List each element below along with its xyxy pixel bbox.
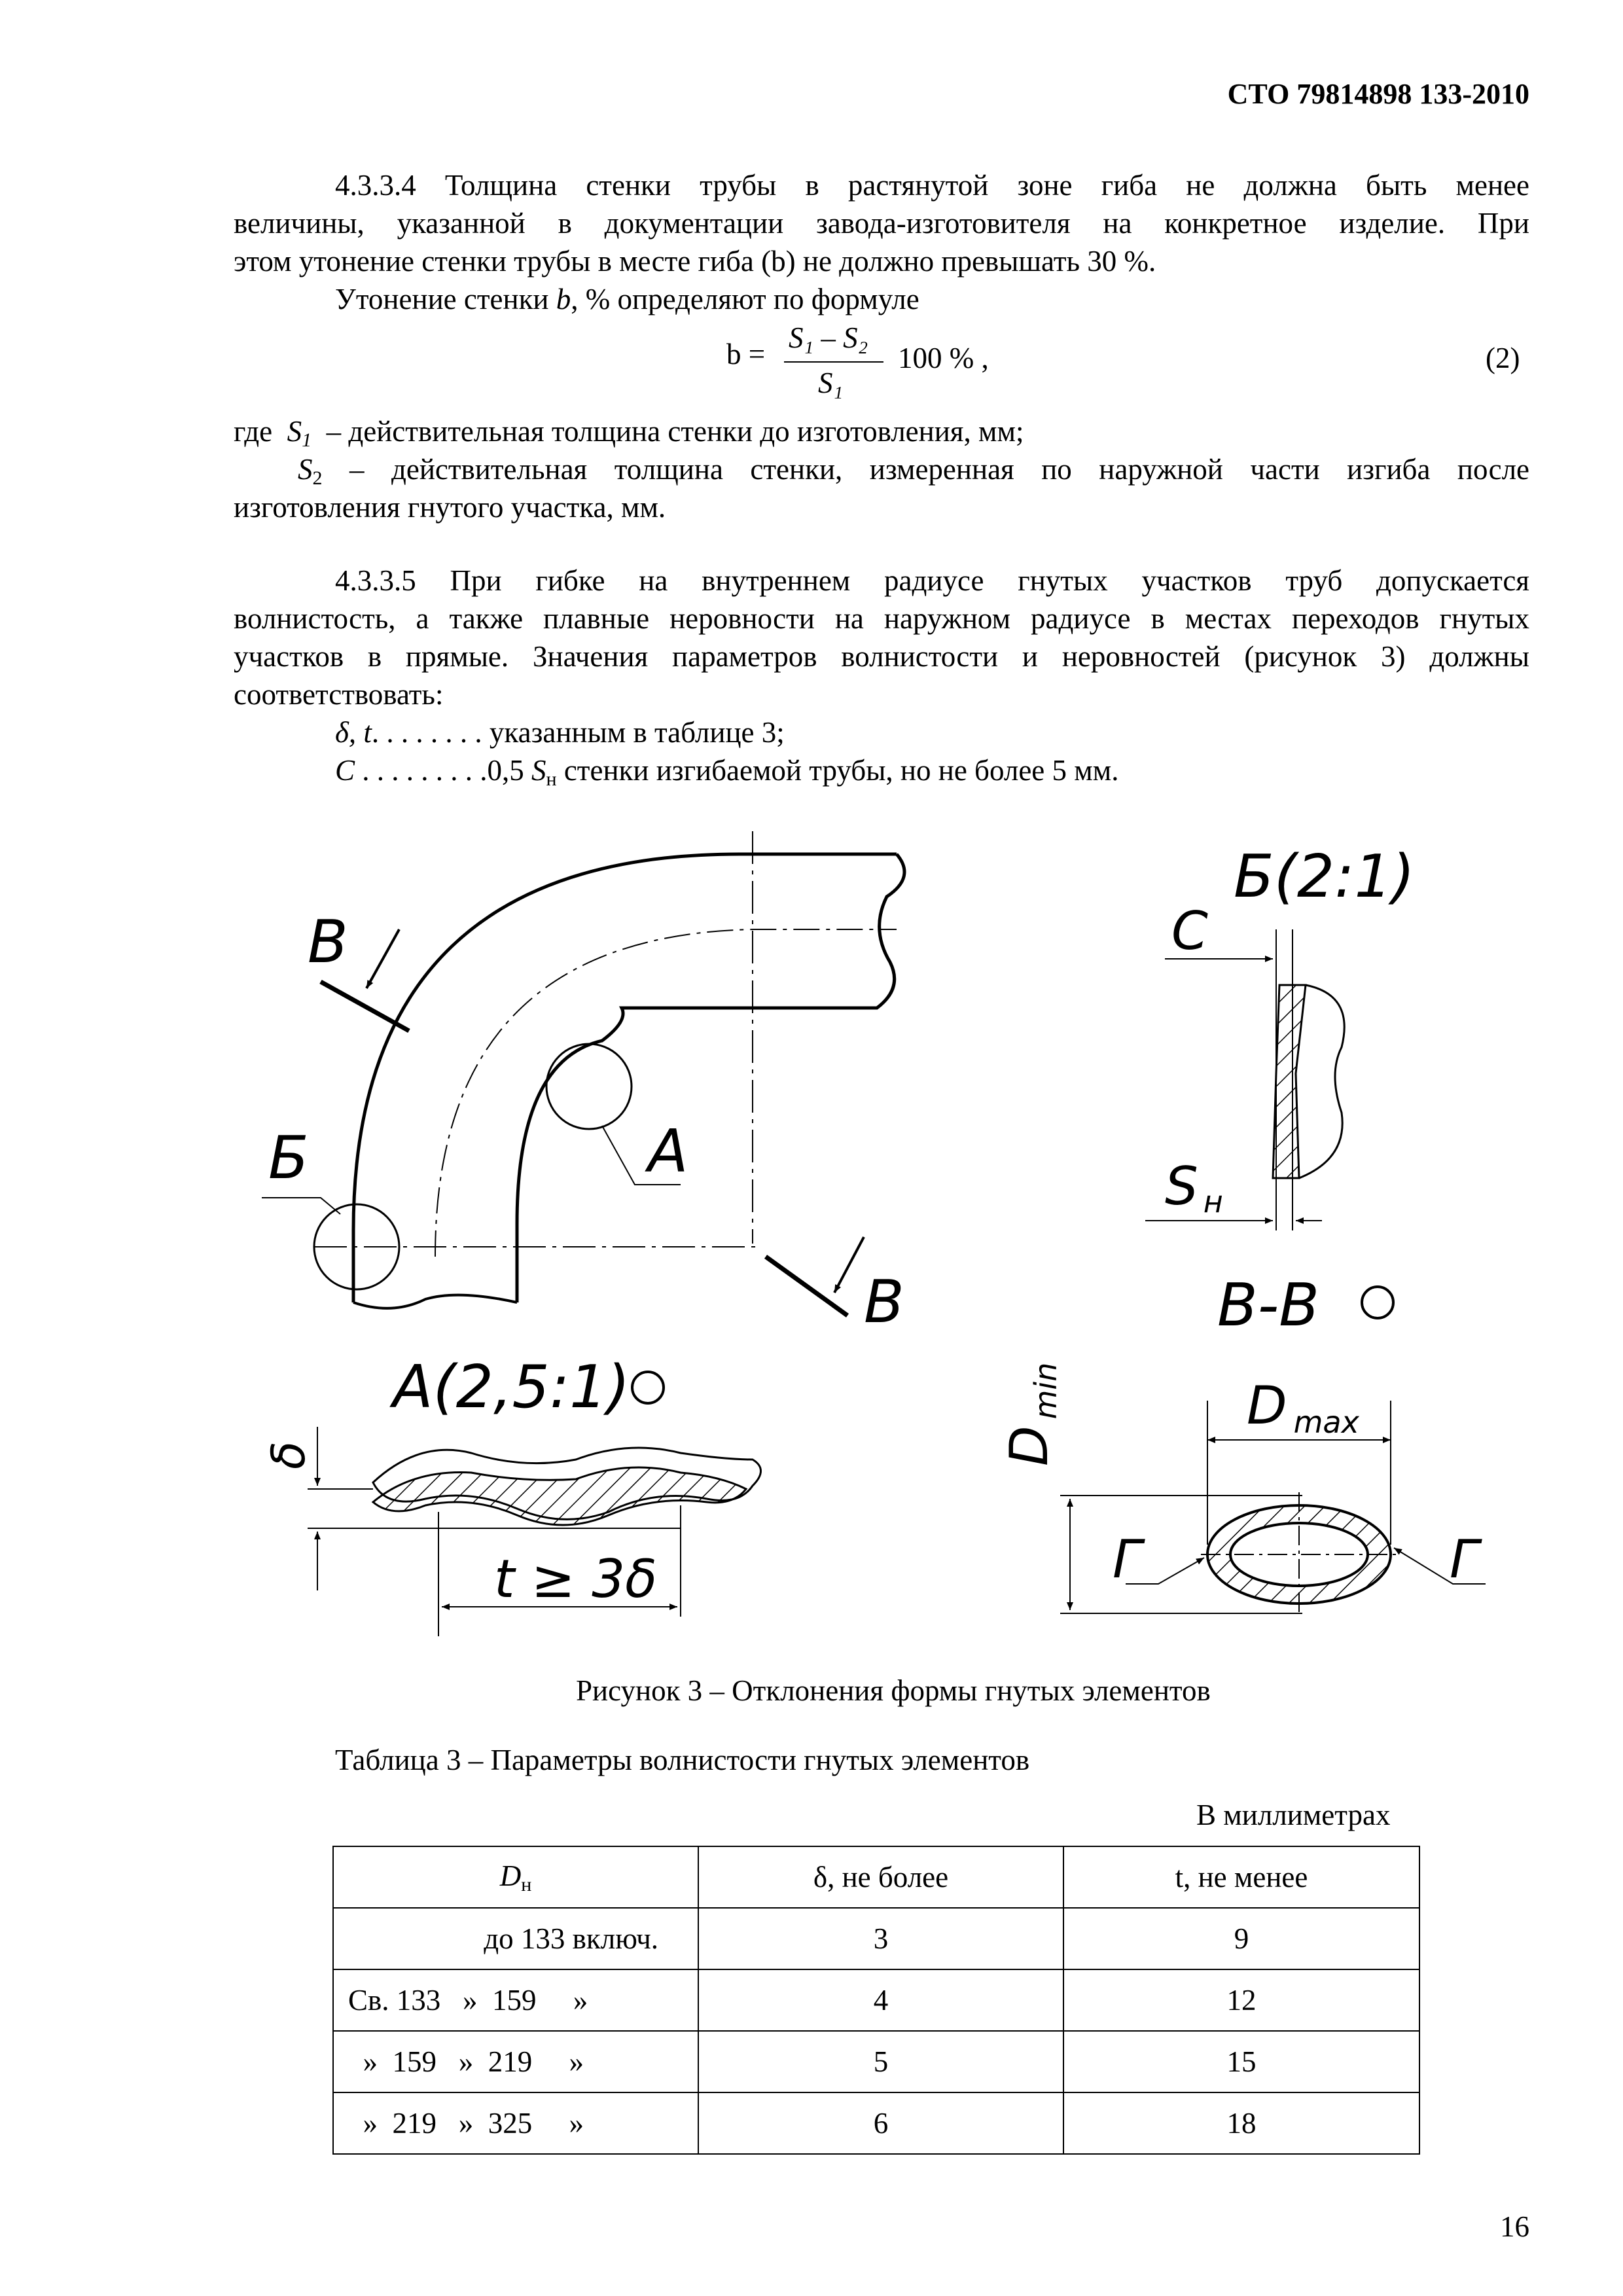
table-row — [333, 1969, 1419, 2031]
para-434-line-4: Утонение стенки b, % определяют по формуле — [335, 283, 919, 315]
table-row — [333, 2092, 1419, 2154]
detail-b-s-label: Sн — [1165, 1156, 1223, 1219]
label-v-bottom: В — [864, 1268, 904, 1336]
label-v-top: В — [308, 908, 348, 977]
page-number: 16 — [1500, 2210, 1529, 2243]
bent-pipe-view — [262, 831, 904, 1316]
header-cell-t: t, не менее — [1063, 1846, 1419, 1908]
table-cell: 15 — [1063, 2031, 1419, 2092]
section-title: В-В — [1217, 1271, 1319, 1340]
where-line-3: изготовления гнутого участка, мм. — [234, 491, 666, 524]
table-cell: Св. 133 » 159 » — [333, 1969, 698, 2031]
dmax-label: Dmax — [1247, 1375, 1359, 1440]
table-units: В миллиметрах — [1196, 1799, 1391, 1831]
para-435-line-1: 4.3.3.5 При гибке на внутреннем радиусе гнутых участков труб допускается — [335, 564, 1529, 597]
delta-label: δ — [262, 1441, 315, 1469]
g-label-left: Г — [1113, 1529, 1142, 1590]
table-3 — [332, 1846, 1420, 2155]
table-cell: 9 — [1063, 1908, 1419, 1969]
table-cell: 4 — [698, 1969, 1063, 2031]
g-label-right: Г — [1450, 1529, 1479, 1590]
table-cell: » 159 » 219 » — [333, 2031, 698, 2092]
para-435-line-3: участков в прямые. Значения параметров волнистости и неровностей (рисунок 3) должны — [234, 640, 1529, 673]
t-label: t ≥ 3δ — [494, 1549, 658, 1609]
para-435-line-4: соответствовать: — [234, 678, 444, 711]
list-item-c: C . . . . . . . . .0,5 $S_н$ стенки изгибаемой трубы, но не более 5 мм. — [335, 754, 1119, 790]
header-cell-d: $D_н$ — [333, 1846, 698, 1908]
table-row — [333, 1908, 1419, 1969]
label-b: Б — [268, 1124, 309, 1193]
formula-tail: 100 % , — [898, 342, 989, 374]
table-cell: » 219 » 325 » — [333, 2092, 698, 2154]
figure-caption: Рисунок 3 – Отклонения формы гнутых элементов — [576, 1674, 1211, 1707]
table-row — [333, 2031, 1419, 2092]
where-line-2: $S_2$ – действительная толщина стенки, измеренная по наружной части изгиба после — [298, 453, 1529, 489]
para-434-line-2: величины, указанной в документации завода-изготовителя на конкретное изделие. При — [234, 207, 1529, 240]
label-a: А — [648, 1117, 688, 1186]
formula-denominator: S₁ — [818, 367, 844, 399]
table-cell: 18 — [1063, 2092, 1419, 2154]
dmin-label: Dmin — [999, 1362, 1063, 1466]
table-title: Таблица 3 – Параметры волнистости гнутых элементов — [335, 1744, 1030, 1776]
formula-number: (2) — [1486, 342, 1520, 374]
where-line-1: где $S_1$ – действительная толщина стенки до изготовления, мм; — [234, 415, 1024, 451]
document-code: СТО 79814898 133-2010 — [1227, 78, 1529, 110]
table-cell: 5 — [698, 2031, 1063, 2092]
para-434-line-1: 4.3.3.4 Толщина стенки трубы в растянутой зоне гиба не должна быть менее — [335, 169, 1529, 202]
para-434-line-3: этом утонение стенки трубы в месте гиба (b) не должно превышать 30 %. — [234, 245, 1156, 278]
header-cell-delta: δ, не более — [698, 1846, 1063, 1908]
table-cell: 3 — [698, 1908, 1063, 1969]
rotated-symbol-icon — [632, 1372, 664, 1403]
table-cell: до 133 включ. — [333, 1908, 698, 1969]
table-header-row — [333, 1846, 1419, 1908]
formula-lhs: b = — [726, 338, 766, 370]
detail-a-title: А(2,5:1) — [393, 1353, 630, 1422]
table-cell: 12 — [1063, 1969, 1419, 2031]
detail-b-title: Б(2:1) — [1234, 842, 1415, 911]
para-435-line-2: волнистость, а также плавные неровности на наружном радиусе в местах переходов гнутых — [234, 602, 1529, 635]
detail-b-c-label: С — [1171, 901, 1208, 961]
formula-numerator: S₁ – S₂ — [789, 321, 868, 354]
rotated-symbol-icon — [1362, 1287, 1393, 1318]
table-cell: 6 — [698, 2092, 1063, 2154]
list-item-delta-t: δ, t. . . . . . . . указанным в таблице 3; — [335, 716, 785, 749]
